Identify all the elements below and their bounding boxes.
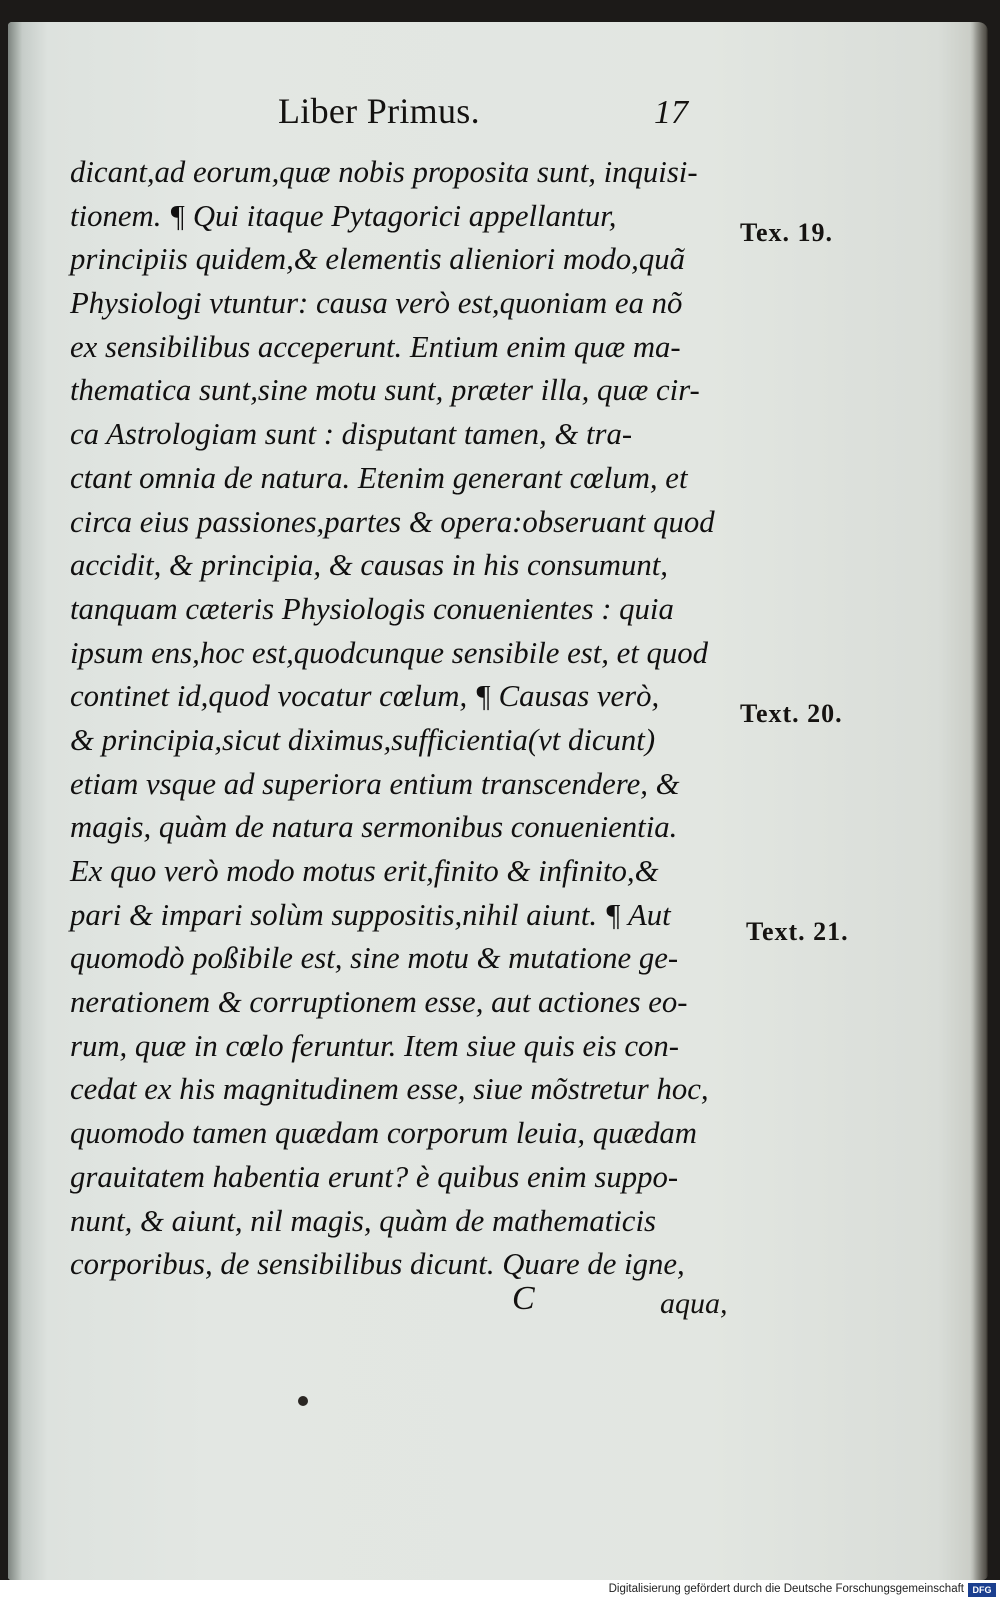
text-line: accidit, & principia, & causas in his consumunt, [70,547,668,583]
text-line: etiam vsque ad superiora entium transcendere, & [70,765,680,801]
text-line: tionem. ¶ Qui itaque Pytagorici appellantur, [70,197,617,233]
signature-mark: C [512,1280,535,1317]
funding-credit: Digitalisierung gefördert durch die Deutsche Forschungsgemeinschaft [608,1583,964,1595]
page-gutter [8,22,22,1580]
text-line: quomodo tamen quædam corporum leuia, quædam [70,1115,697,1151]
text-line: pari & impari solùm suppositis,nihil aiunt. ¶ Aut [70,896,671,932]
text-line: quomodò poßibile est, sine motu & mutatione ge- [70,940,679,976]
text-line: circa eius passiones,partes & opera:obseruant quod [70,503,715,539]
text-line: dicant,ad eorum,quæ nobis proposita sunt, inquisi- [70,154,698,189]
text-line: nunt, & aiunt, nil magis, quàm de mathematicis [70,1202,656,1238]
text-line: continet id,quod vocatur cœlum, ¶ Causas verò, [70,678,660,714]
text-line: grauitatem habentia erunt? è quibus enim suppo- [70,1158,679,1194]
text-line: ctant omnia de natura. Etenim generant cœlum, et [70,459,688,495]
margin-note-tex-19: Tex. 19. [740,218,833,247]
text-line: cedat ex his magnitudinem esse, siue mõstretur hoc, [70,1071,709,1107]
text-line: rum, quæ in cœlo feruntur. Item siue quis eis con- [70,1027,680,1063]
text-line: Ex quo verò modo motus erit,finito & infinito,& [70,853,659,888]
dfg-logo: DFG [968,1583,996,1597]
page-edge-shadow [970,22,988,1580]
running-head: Liber Primus. [278,91,480,131]
margin-note-text-20: Text. 20. [740,699,843,728]
text-line: Physiologi vtuntur: causa verò est,quoniam ea nõ [70,285,683,321]
text-line: principiis quidem,& elementis alieniori modo,quã [70,241,685,277]
text-line: & principia,sicut diximus,sufficientia(vt dicunt) [70,721,656,757]
text-line: magis, quàm de natura sermonibus conuenientia. [70,809,678,845]
text-line: tanquam cæteris Physiologis conuenientes : quia [70,590,674,626]
catchword: aqua, [660,1287,728,1320]
margin-note-text-21: Text. 21. [746,917,849,946]
text-line: thematica sunt,sine motu sunt, præter illa, quæ cir- [70,372,700,408]
text-line: nerationem & corruptionem esse, aut actiones eo- [70,984,688,1020]
book-page [8,22,988,1580]
text-line: ex sensibilibus acceperunt. Entium enim quæ ma- [70,328,681,364]
body-text [70,150,730,1286]
text-line: ipsum ens,hoc est,quodcunque sensibile est, et quod [70,634,709,670]
text-line: ca Astrologiam sunt : disputant tamen, & tra- [70,416,633,452]
ink-speck [298,1396,308,1406]
text-line: corporibus, de sensibilibus dicunt. Quare de igne, [70,1246,685,1282]
page-number: 17 [654,94,688,131]
